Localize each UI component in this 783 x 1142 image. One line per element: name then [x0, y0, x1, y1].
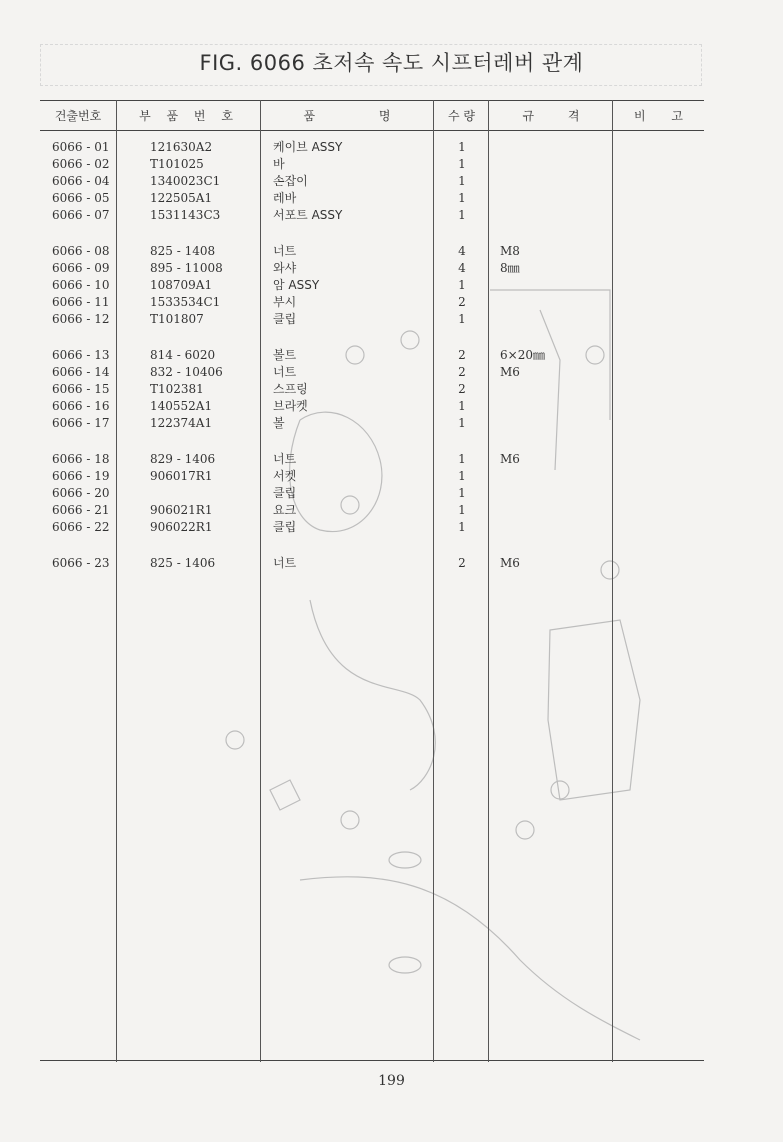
quantity: 2: [458, 556, 466, 570]
quantity: 2: [458, 295, 466, 309]
table-bottom-rule: [40, 1060, 704, 1061]
column-divider: [433, 100, 434, 1062]
part-number: T101807: [150, 312, 204, 326]
quantity: 1: [458, 140, 466, 154]
page-title: FIG. 6066 초저속 속도 시프터레버 관계: [199, 51, 584, 75]
part-number: 906021R1: [150, 503, 213, 517]
part-number: 906017R1: [150, 469, 213, 483]
part-number: 1340023C1: [150, 174, 221, 188]
part-number: T102381: [150, 382, 204, 396]
header-remarks: 비 고: [634, 109, 683, 123]
quantity: 4: [458, 261, 466, 275]
part-code: 6066 - 07: [52, 208, 110, 222]
part-code: 6066 - 17: [52, 416, 110, 430]
part-name: 너트: [273, 452, 297, 466]
part-number: 1533534C1: [150, 295, 221, 309]
part-number: 122505A1: [150, 191, 213, 205]
part-code: 6066 - 14: [52, 365, 110, 379]
part-number: 1531143C3: [150, 208, 221, 222]
quantity: 1: [458, 174, 466, 188]
part-code: 6066 - 16: [52, 399, 110, 413]
part-name: 부시: [273, 295, 297, 309]
part-number: 814 - 6020: [150, 348, 216, 362]
quantity: 1: [458, 312, 466, 326]
part-number: 832 - 10406: [150, 365, 223, 379]
part-name: 클립: [273, 486, 297, 500]
quantity: 1: [458, 208, 466, 222]
header-code: 건출번호: [54, 109, 102, 123]
part-name: 바: [273, 157, 285, 171]
quantity: 1: [458, 399, 466, 413]
header-bottom-rule: [40, 130, 704, 131]
header-quantity: 수 량: [448, 109, 475, 123]
part-name: 요크: [273, 503, 297, 517]
part-code: 6066 - 13: [52, 348, 110, 362]
column-divider: [488, 100, 489, 1062]
part-number: T101025: [150, 157, 204, 171]
quantity: 1: [458, 191, 466, 205]
part-name: 레바: [273, 191, 297, 205]
part-code: 6066 - 18: [52, 452, 110, 466]
part-number: 906022R1: [150, 520, 213, 534]
quantity: 1: [458, 469, 466, 483]
specification: M6: [500, 556, 520, 570]
header-part-name: 품 명: [303, 109, 391, 123]
part-code: 6066 - 09: [52, 261, 110, 275]
part-name: 암 ASSY: [273, 278, 320, 292]
part-name: 스프링: [273, 382, 308, 396]
header-part-number: 부 품 번 호: [139, 109, 239, 123]
specification: 8㎜: [500, 261, 520, 275]
specification: M8: [500, 244, 520, 258]
part-name: 서켓: [273, 469, 297, 483]
part-name: 와샤: [273, 261, 297, 275]
part-number: 140552A1: [150, 399, 213, 413]
part-code: 6066 - 21: [52, 503, 110, 517]
part-number: 825 - 1406: [150, 556, 216, 570]
column-divider: [612, 100, 613, 1062]
header-spec: 규 격: [522, 109, 580, 123]
part-code: 6066 - 22: [52, 520, 110, 534]
part-code: 6066 - 10: [52, 278, 110, 292]
part-code: 6066 - 04: [52, 174, 110, 188]
quantity: 1: [458, 278, 466, 292]
parts-table: [40, 100, 704, 1062]
part-name: 브라켓: [273, 399, 308, 413]
quantity: 1: [458, 452, 466, 466]
part-number: 895 - 11008: [150, 261, 223, 275]
part-code: 6066 - 20: [52, 486, 110, 500]
part-name: 볼트: [273, 348, 297, 362]
quantity: 2: [458, 365, 466, 379]
part-number: 108709A1: [150, 278, 213, 292]
part-number: 121630A2: [150, 140, 213, 154]
part-name: 손잡이: [273, 174, 308, 188]
column-divider: [116, 100, 117, 1062]
part-name: 클립: [273, 312, 297, 326]
part-name: 서포트 ASSY: [273, 208, 343, 222]
table-top-rule: [40, 100, 704, 101]
quantity: 1: [458, 486, 466, 500]
specification: M6: [500, 452, 520, 466]
quantity: 2: [458, 348, 466, 362]
quantity: 1: [458, 503, 466, 517]
part-number: 122374A1: [150, 416, 213, 430]
part-number: 829 - 1406: [150, 452, 216, 466]
part-code: 6066 - 05: [52, 191, 110, 205]
quantity: 1: [458, 157, 466, 171]
part-code: 6066 - 12: [52, 312, 110, 326]
part-code: 6066 - 11: [52, 295, 110, 309]
part-name: 너트: [273, 556, 297, 570]
part-number: 825 - 1408: [150, 244, 216, 258]
part-code: 6066 - 01: [52, 140, 110, 154]
specification: M6: [500, 365, 520, 379]
part-code: 6066 - 19: [52, 469, 110, 483]
quantity: 2: [458, 382, 466, 396]
quantity: 4: [458, 244, 466, 258]
specification: 6×20㎜: [500, 348, 545, 362]
part-name: 케이브 ASSY: [273, 140, 343, 154]
part-code: 6066 - 15: [52, 382, 110, 396]
part-name: 볼: [273, 416, 285, 430]
part-name: 클립: [273, 520, 297, 534]
part-code: 6066 - 02: [52, 157, 110, 171]
part-code: 6066 - 23: [52, 556, 110, 570]
quantity: 1: [458, 520, 466, 534]
quantity: 1: [458, 416, 466, 430]
part-name: 너트: [273, 365, 297, 379]
page-number: 199: [378, 1073, 405, 1089]
part-name: 너트: [273, 244, 297, 258]
part-code: 6066 - 08: [52, 244, 110, 258]
column-divider: [260, 100, 261, 1062]
